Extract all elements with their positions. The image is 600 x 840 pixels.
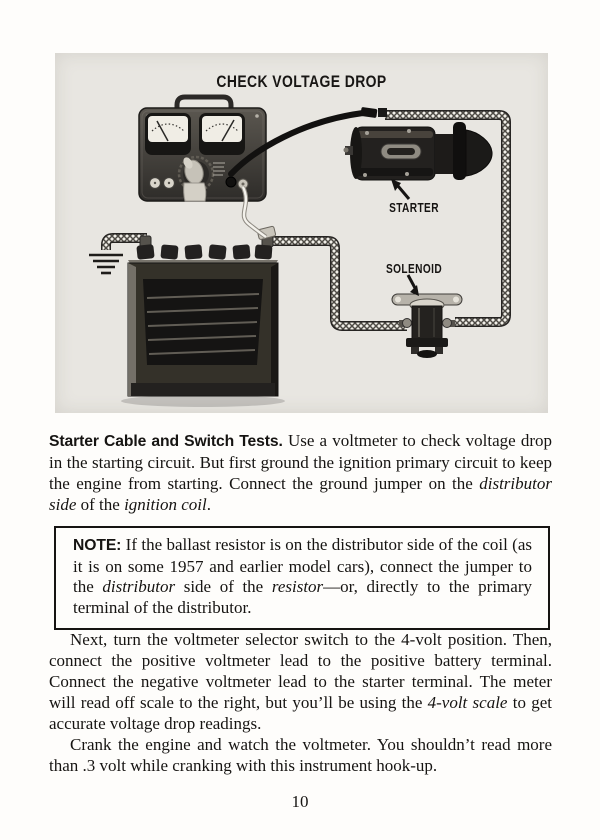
ground-symbol [89, 255, 123, 273]
battery-to-solenoid-cable [270, 241, 407, 326]
battery [121, 226, 285, 407]
paragraph-voltmeter-hookup: Next, turn the voltmeter selector switch to the 4-volt position. Then, connect the positive voltmeter lead to the positive battery terminal. Connect the negative voltmeter lead to the starter terminal. The meter will read off scale to the right, but you’ll be using the 4-volt scale to get accurate voltage drop readings. [49, 630, 552, 733]
solenoid-label: SOLENOID [385, 261, 443, 276]
figure-check-voltage-drop [55, 53, 548, 413]
figure-title: CHECK VOLTAGE DROP [216, 72, 387, 91]
figure-illustration [55, 53, 548, 413]
solenoid-arrow [408, 275, 419, 296]
solenoid [392, 294, 462, 358]
starter-label: STARTER [389, 200, 439, 215]
battery-cell-caps [136, 244, 272, 260]
meter-gauge-right [199, 113, 245, 155]
paragraph-crank-engine: Crank the engine and watch the voltmeter. You shouldn’t read more than .3 volt while cranking with this instrument hook-up. [49, 734, 552, 775]
paragraph-starter-cable-tests: Starter Cable and Switch Tests. Use a voltmeter to check voltage drop in the starting circuit. But first ground the ignition primary circuit to keep the engine from starting. Connect the ground jumper on the distributor side of the ignition coil. [49, 431, 552, 514]
starter-arrow [391, 179, 409, 199]
voltmeter [139, 97, 266, 201]
meter-gauge-left [145, 113, 191, 155]
page-number: 10 [291, 792, 309, 811]
note-box [54, 526, 550, 631]
note-paragraph: NOTE: If the ballast resistor is on the distributor side of the coil (as it is on some 1957 and earlier model cars), connect the jumper to the distributor side of the resistor—or, directly to the primary terminal of the distributor. [73, 534, 532, 618]
voltmeter-terminal-neg [226, 177, 236, 187]
text-column [49, 431, 552, 777]
